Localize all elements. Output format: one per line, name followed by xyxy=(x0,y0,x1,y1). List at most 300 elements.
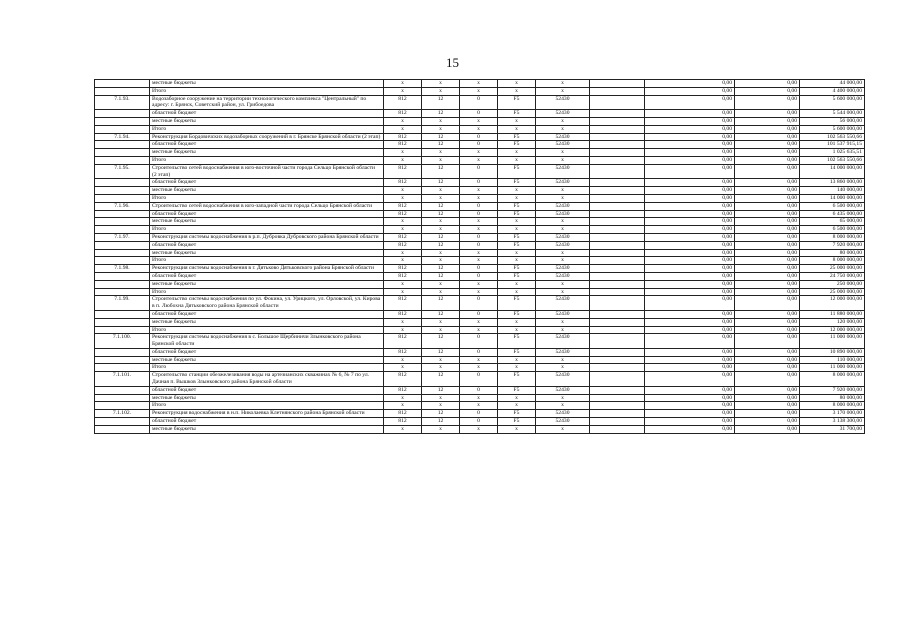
row-program: F5 xyxy=(498,233,536,241)
row-name: Строительство системы водоснабжения по ул. Фокина, ул. Урицкого, ул. Орловской, ул. Кирова в п. Любохна Дятьковского района Брянской области xyxy=(150,296,384,311)
row-value-2: 0,00 xyxy=(735,265,800,273)
row-number: 7.1.94. xyxy=(95,133,150,141)
row-value-3: 6 500 000,00 xyxy=(800,202,865,210)
row-value-2: 0,00 xyxy=(735,249,800,257)
table-row xyxy=(95,318,865,326)
row-subsection: х xyxy=(460,249,498,257)
row-extra xyxy=(590,372,645,387)
row-target: х xyxy=(536,117,590,125)
row-value-1: 0,00 xyxy=(645,95,735,110)
row-name: областной бюджет xyxy=(150,348,384,356)
row-value-3: 11 000 000,00 xyxy=(800,364,865,372)
row-value-3: 1 025 635,51 xyxy=(800,149,865,157)
row-code: 812 xyxy=(384,164,422,179)
row-program: F5 xyxy=(498,410,536,418)
row-value-2: 0,00 xyxy=(735,364,800,372)
row-value-2: 0,00 xyxy=(735,179,800,187)
row-code: 812 xyxy=(384,372,422,387)
row-number: 7.1.95. xyxy=(95,164,150,179)
row-number xyxy=(95,110,150,118)
row-name: местные бюджеты xyxy=(150,117,384,125)
row-extra xyxy=(590,117,645,125)
row-value-2: 0,00 xyxy=(735,226,800,234)
row-target: х xyxy=(536,326,590,334)
row-subsection: 0 xyxy=(460,265,498,273)
row-value-3: 3 170 000,00 xyxy=(800,410,865,418)
row-value-2: 0,00 xyxy=(735,95,800,110)
row-value-3: 102 563 550,66 xyxy=(800,156,865,164)
row-name: Итого xyxy=(150,326,384,334)
row-value-3: 101 537 915,15 xyxy=(800,141,865,149)
row-value-1: 0,00 xyxy=(645,194,735,202)
table-row xyxy=(95,418,865,426)
row-value-1: 0,00 xyxy=(645,257,735,265)
row-target: х xyxy=(536,394,590,402)
row-name: Реконструкция водоснабжения в н.п. Николаевка Клетнянского района Брянской области xyxy=(150,410,384,418)
row-value-1: 0,00 xyxy=(645,272,735,280)
row-value-3: 250 000,00 xyxy=(800,280,865,288)
row-value-2: 0,00 xyxy=(735,110,800,118)
table-row xyxy=(95,141,865,149)
row-program: F5 xyxy=(498,334,536,349)
row-value-2: 0,00 xyxy=(735,218,800,226)
row-value-3: 6 435 000,00 xyxy=(800,210,865,218)
row-subsection: х xyxy=(460,394,498,402)
row-number: 7.1.97. xyxy=(95,233,150,241)
row-code: х xyxy=(384,356,422,364)
row-target: х xyxy=(536,226,590,234)
row-code: 812 xyxy=(384,110,422,118)
row-value-1: 0,00 xyxy=(645,326,735,334)
row-extra xyxy=(590,280,645,288)
row-extra xyxy=(590,95,645,110)
row-value-2: 0,00 xyxy=(735,257,800,265)
row-program: х xyxy=(498,364,536,372)
row-subsection: х xyxy=(460,425,498,433)
row-value-1: 0,00 xyxy=(645,141,735,149)
row-name: местные бюджеты xyxy=(150,394,384,402)
row-extra xyxy=(590,156,645,164)
row-extra xyxy=(590,310,645,318)
row-name: областной бюджет xyxy=(150,310,384,318)
row-code: х xyxy=(384,318,422,326)
row-subsection: 0 xyxy=(460,348,498,356)
row-program: х xyxy=(498,402,536,410)
row-value-3: 102 563 550,66 xyxy=(800,133,865,141)
row-value-3: 11 000 000,00 xyxy=(800,334,865,349)
row-code: 812 xyxy=(384,296,422,311)
row-value-1: 0,00 xyxy=(645,164,735,179)
table-row xyxy=(95,117,865,125)
row-program: х xyxy=(498,125,536,133)
row-target: 52430 xyxy=(536,418,590,426)
row-number xyxy=(95,280,150,288)
row-value-2: 0,00 xyxy=(735,280,800,288)
row-subsection: х xyxy=(460,288,498,296)
row-value-3: 8 000 000,00 xyxy=(800,233,865,241)
row-extra xyxy=(590,241,645,249)
row-extra xyxy=(590,386,645,394)
row-number xyxy=(95,257,150,265)
row-value-2: 0,00 xyxy=(735,117,800,125)
row-value-2: 0,00 xyxy=(735,356,800,364)
row-target: 52430 xyxy=(536,334,590,349)
row-name: областной бюджет xyxy=(150,110,384,118)
row-name: Итого xyxy=(150,288,384,296)
row-value-1: 0,00 xyxy=(645,410,735,418)
budget-table xyxy=(94,79,865,434)
row-value-1: 0,00 xyxy=(645,394,735,402)
row-number xyxy=(95,394,150,402)
row-code: х xyxy=(384,326,422,334)
row-extra xyxy=(590,318,645,326)
row-extra xyxy=(590,364,645,372)
row-program: F5 xyxy=(498,95,536,110)
row-code: х xyxy=(384,194,422,202)
row-name: Итого xyxy=(150,226,384,234)
table-row xyxy=(95,296,865,311)
row-value-1: 0,00 xyxy=(645,202,735,210)
row-program: х xyxy=(498,356,536,364)
row-subsection: 0 xyxy=(460,164,498,179)
row-name: Реконструкция системы водоснабжения в р.п. Дубровка Дубровского района Брянской области xyxy=(150,233,384,241)
table-row xyxy=(95,87,865,95)
row-target: х xyxy=(536,356,590,364)
table-row xyxy=(95,372,865,387)
table-row xyxy=(95,179,865,187)
row-name: местные бюджеты xyxy=(150,425,384,433)
row-target: 52430 xyxy=(536,210,590,218)
row-number xyxy=(95,218,150,226)
row-target: 52430 xyxy=(536,386,590,394)
row-name: Реконструкция системы водоснабжения в с. Большое Щербиничи Злынковского района Брянской области xyxy=(150,334,384,349)
row-number xyxy=(95,386,150,394)
row-subsection: х xyxy=(460,318,498,326)
row-value-1: 0,00 xyxy=(645,110,735,118)
row-value-3: 25 000 000,00 xyxy=(800,265,865,273)
row-section: х xyxy=(422,218,460,226)
row-code: 812 xyxy=(384,418,422,426)
row-value-2: 0,00 xyxy=(735,348,800,356)
row-subsection: 0 xyxy=(460,334,498,349)
row-name: областной бюджет xyxy=(150,210,384,218)
row-code: 812 xyxy=(384,386,422,394)
row-target: 52430 xyxy=(536,179,590,187)
row-value-3: 13 860 000,00 xyxy=(800,179,865,187)
row-value-1: 0,00 xyxy=(645,210,735,218)
row-section: х xyxy=(422,156,460,164)
row-code: х xyxy=(384,364,422,372)
row-value-2: 0,00 xyxy=(735,310,800,318)
row-value-1: 0,00 xyxy=(645,233,735,241)
row-subsection: 0 xyxy=(460,296,498,311)
row-extra xyxy=(590,80,645,88)
row-target: 52430 xyxy=(536,164,590,179)
row-subsection: х xyxy=(460,326,498,334)
row-value-1: 0,00 xyxy=(645,310,735,318)
row-target: х xyxy=(536,249,590,257)
table-row xyxy=(95,156,865,164)
row-target: 52430 xyxy=(536,272,590,280)
row-extra xyxy=(590,179,645,187)
row-subsection: х xyxy=(460,149,498,157)
row-section: 12 xyxy=(422,95,460,110)
row-program: х xyxy=(498,226,536,234)
row-value-2: 0,00 xyxy=(735,210,800,218)
row-target: 52430 xyxy=(536,265,590,273)
row-code: 812 xyxy=(384,133,422,141)
row-program: х xyxy=(498,80,536,88)
row-code: 812 xyxy=(384,233,422,241)
page-number: 15 xyxy=(446,55,459,70)
row-value-2: 0,00 xyxy=(735,194,800,202)
row-code: х xyxy=(384,125,422,133)
row-program: х xyxy=(498,249,536,257)
row-code: х xyxy=(384,117,422,125)
row-extra xyxy=(590,394,645,402)
row-extra xyxy=(590,164,645,179)
row-subsection: х xyxy=(460,257,498,265)
row-section: 12 xyxy=(422,133,460,141)
row-code: х xyxy=(384,187,422,195)
row-target: х xyxy=(536,280,590,288)
row-program: F5 xyxy=(498,110,536,118)
row-code: х xyxy=(384,394,422,402)
row-value-1: 0,00 xyxy=(645,149,735,157)
row-number xyxy=(95,272,150,280)
table-row xyxy=(95,125,865,133)
row-name: Итого xyxy=(150,257,384,265)
row-name: областной бюджет xyxy=(150,241,384,249)
table-row xyxy=(95,348,865,356)
row-subsection: 0 xyxy=(460,233,498,241)
row-name: Итого xyxy=(150,194,384,202)
table-row xyxy=(95,326,865,334)
row-subsection: 0 xyxy=(460,418,498,426)
row-number xyxy=(95,348,150,356)
row-target: х xyxy=(536,257,590,265)
row-value-2: 0,00 xyxy=(735,80,800,88)
row-section: 12 xyxy=(422,348,460,356)
row-subsection: х xyxy=(460,194,498,202)
row-code: х xyxy=(384,218,422,226)
row-extra xyxy=(590,348,645,356)
row-value-2: 0,00 xyxy=(735,241,800,249)
table-row xyxy=(95,218,865,226)
row-target: х xyxy=(536,364,590,372)
row-value-2: 0,00 xyxy=(735,141,800,149)
row-value-3: 12 000 000,00 xyxy=(800,296,865,311)
row-extra xyxy=(590,125,645,133)
table-row xyxy=(95,265,865,273)
table-row xyxy=(95,280,865,288)
row-value-3: 5 600 000,00 xyxy=(800,125,865,133)
row-extra xyxy=(590,410,645,418)
row-program: F5 xyxy=(498,265,536,273)
row-value-3: 31 700,00 xyxy=(800,425,865,433)
row-subsection: 0 xyxy=(460,241,498,249)
row-value-2: 0,00 xyxy=(735,326,800,334)
row-name: местные бюджеты xyxy=(150,356,384,364)
row-program: х xyxy=(498,288,536,296)
row-extra xyxy=(590,257,645,265)
row-section: х xyxy=(422,257,460,265)
row-value-3: 56 000,00 xyxy=(800,117,865,125)
row-name: областной бюджет xyxy=(150,418,384,426)
row-value-3: 8 000 000,00 xyxy=(800,402,865,410)
row-program: х xyxy=(498,318,536,326)
row-subsection: х xyxy=(460,156,498,164)
row-number xyxy=(95,149,150,157)
table-row xyxy=(95,394,865,402)
row-code: 812 xyxy=(384,141,422,149)
row-extra xyxy=(590,194,645,202)
row-target: 52430 xyxy=(536,233,590,241)
row-target: х xyxy=(536,288,590,296)
row-value-1: 0,00 xyxy=(645,187,735,195)
row-target: 52430 xyxy=(536,141,590,149)
row-code: 812 xyxy=(384,95,422,110)
row-subsection: х xyxy=(460,280,498,288)
row-extra xyxy=(590,141,645,149)
row-extra xyxy=(590,110,645,118)
row-code: 812 xyxy=(384,202,422,210)
row-section: 12 xyxy=(422,272,460,280)
row-target: 52430 xyxy=(536,296,590,311)
table-row xyxy=(95,187,865,195)
row-value-3: 4 400 000,00 xyxy=(800,87,865,95)
row-value-3: 140 000,00 xyxy=(800,187,865,195)
row-code: х xyxy=(384,149,422,157)
row-value-2: 0,00 xyxy=(735,164,800,179)
row-subsection: х xyxy=(460,125,498,133)
row-name: областной бюджет xyxy=(150,272,384,280)
row-value-1: 0,00 xyxy=(645,318,735,326)
row-number xyxy=(95,210,150,218)
row-section: х xyxy=(422,87,460,95)
row-value-2: 0,00 xyxy=(735,334,800,349)
row-program: х xyxy=(498,87,536,95)
row-code: х xyxy=(384,87,422,95)
row-name: Строительство сетей водоснабжения в юго-западной части города Сельцо Брянской области xyxy=(150,202,384,210)
table-row xyxy=(95,95,865,110)
row-value-3: 80 000,00 xyxy=(800,249,865,257)
row-number xyxy=(95,425,150,433)
row-target: 52430 xyxy=(536,310,590,318)
row-number xyxy=(95,156,150,164)
row-value-2: 0,00 xyxy=(735,149,800,157)
row-number xyxy=(95,179,150,187)
table-row xyxy=(95,334,865,349)
row-program: х xyxy=(498,326,536,334)
row-value-1: 0,00 xyxy=(645,265,735,273)
row-code: х xyxy=(384,257,422,265)
row-target: 52430 xyxy=(536,133,590,141)
row-subsection: х xyxy=(460,218,498,226)
row-value-3: 12 000 000,00 xyxy=(800,326,865,334)
row-target: 52430 xyxy=(536,95,590,110)
row-value-2: 0,00 xyxy=(735,418,800,426)
row-number xyxy=(95,418,150,426)
row-program: х xyxy=(498,425,536,433)
table-row xyxy=(95,226,865,234)
row-name: Итого xyxy=(150,87,384,95)
row-name: Строительство сетей водоснабжения в юго-восточной части города Сельцо Брянской области (2 этап) xyxy=(150,164,384,179)
row-value-3: 25 000 000,00 xyxy=(800,288,865,296)
row-program: х xyxy=(498,117,536,125)
table-row xyxy=(95,202,865,210)
row-value-2: 0,00 xyxy=(735,288,800,296)
row-value-2: 0,00 xyxy=(735,296,800,311)
table-row xyxy=(95,402,865,410)
table-row xyxy=(95,386,865,394)
table-row xyxy=(95,241,865,249)
row-code: 812 xyxy=(384,265,422,273)
row-value-3: 8 000 000,00 xyxy=(800,372,865,387)
row-number xyxy=(95,310,150,318)
row-section: 12 xyxy=(422,179,460,187)
row-value-2: 0,00 xyxy=(735,410,800,418)
row-subsection: х xyxy=(460,402,498,410)
table-row xyxy=(95,80,865,88)
row-code: 812 xyxy=(384,179,422,187)
row-section: 12 xyxy=(422,265,460,273)
row-program: х xyxy=(498,218,536,226)
row-name: Итого xyxy=(150,402,384,410)
row-section: х xyxy=(422,226,460,234)
row-value-3: 14 000 000,00 xyxy=(800,194,865,202)
row-section: 12 xyxy=(422,202,460,210)
row-value-3: 7 920 000,00 xyxy=(800,241,865,249)
row-program: х xyxy=(498,394,536,402)
row-name: местные бюджеты xyxy=(150,187,384,195)
row-name: местные бюджеты xyxy=(150,149,384,157)
row-target: х xyxy=(536,125,590,133)
row-section: 12 xyxy=(422,110,460,118)
row-extra xyxy=(590,265,645,273)
row-extra xyxy=(590,202,645,210)
row-name: местные бюджеты xyxy=(150,318,384,326)
row-section: х xyxy=(422,364,460,372)
row-value-1: 0,00 xyxy=(645,125,735,133)
row-subsection: 0 xyxy=(460,372,498,387)
row-target: х xyxy=(536,218,590,226)
row-extra xyxy=(590,425,645,433)
row-value-2: 0,00 xyxy=(735,187,800,195)
row-program: F5 xyxy=(498,296,536,311)
row-extra xyxy=(590,149,645,157)
row-extra xyxy=(590,210,645,218)
row-program: F5 xyxy=(498,202,536,210)
row-value-2: 0,00 xyxy=(735,394,800,402)
row-code: 812 xyxy=(384,310,422,318)
row-subsection: 0 xyxy=(460,386,498,394)
row-program: F5 xyxy=(498,310,536,318)
row-value-2: 0,00 xyxy=(735,202,800,210)
row-value-3: 5 544 000,00 xyxy=(800,110,865,118)
row-section: х xyxy=(422,125,460,133)
row-program: х xyxy=(498,156,536,164)
table-row xyxy=(95,364,865,372)
row-code: 812 xyxy=(384,272,422,280)
row-number xyxy=(95,80,150,88)
row-subsection: х xyxy=(460,80,498,88)
row-subsection: х xyxy=(460,87,498,95)
row-value-2: 0,00 xyxy=(735,133,800,141)
row-value-1: 0,00 xyxy=(645,241,735,249)
row-program: F5 xyxy=(498,241,536,249)
row-target: 52430 xyxy=(536,348,590,356)
